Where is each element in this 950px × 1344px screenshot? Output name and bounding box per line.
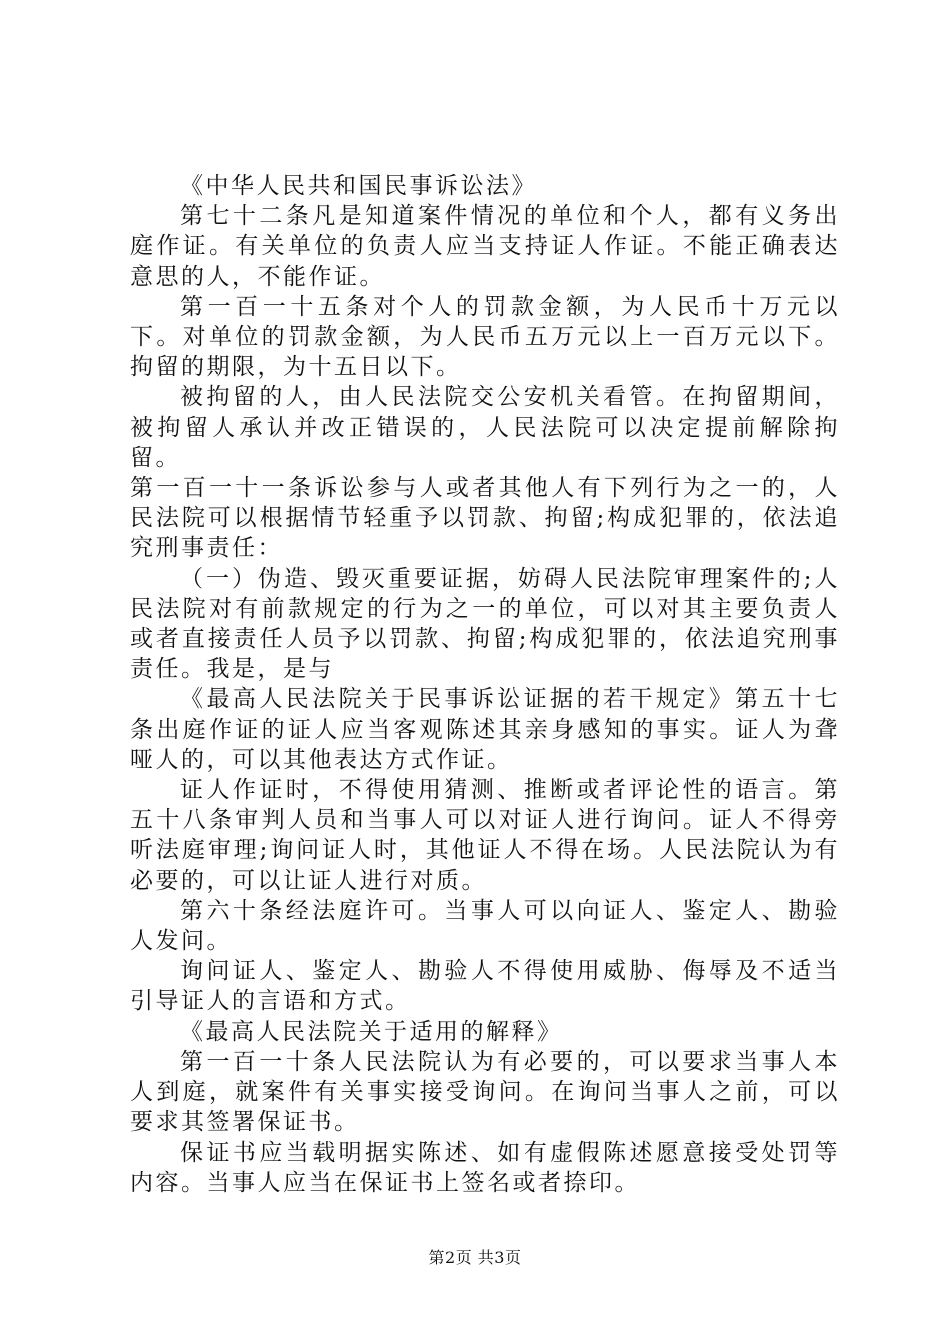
paragraph: 保证书应当载明据实陈述、如有虚假陈述愿意接受处罚等内容。当事人应当在保证书上签名或者捺印。 bbox=[130, 1139, 840, 1196]
paragraph: 被拘留的人，由人民法院交公安机关看管。在拘留期间，被拘留人承认并改正错误的，人民法院可以决定提前解除拘留。 bbox=[130, 384, 840, 471]
paragraph: 《最高人民法院关于民事诉讼证据的若干规定》第五十七条出庭作证的证人应当客观陈述其亲身感知的事实。证人为聋哑人的，可以其他表达方式作证。 bbox=[130, 686, 840, 773]
paragraph: 第一百一十五条对个人的罚款金额，为人民币十万元以下。对单位的罚款金额，为人民币五万元以上一百万元以下。拘留的期限，为十五日以下。 bbox=[130, 293, 840, 381]
document-body bbox=[130, 171, 840, 1198]
paragraph: 第一百一十一条诉讼参与人或者其他人有下列行为之一的，人民法院可以根据情节轻重予以罚款、拘留;构成犯罪的，依法追究刑事责任： bbox=[130, 475, 840, 562]
paragraph: 《中华人民共和国民事诉讼法》 bbox=[180, 173, 537, 199]
paragraph: 《最高人民法院关于适用的解释》 bbox=[180, 1018, 563, 1045]
paragraph: 第七十二条凡是知道案件情况的单位和个人，都有义务出庭作证。有关单位的负责人应当支持证人作证。不能正确表达意思的人，不能作证。 bbox=[130, 203, 840, 290]
page-number-footer: 第2页 共3页 bbox=[428, 1248, 522, 1267]
paragraph: 证人作证时，不得使用猜测、推断或者评论性的语言。第五十八条审判人员和当事人可以对证人进行询问。证人不得旁听法庭审理;询问证人时，其他证人不得在场。人民法院认为有必要的，可以让证人进行对质。 bbox=[130, 777, 840, 894]
paragraph: 第六十条经法庭许可。当事人可以向证人、鉴定人、勘验人发问。 bbox=[130, 897, 840, 955]
paragraph: 第一百一十条人民法院认为有必要的，可以要求当事人本人到庭，就案件有关事实接受询问。在询问当事人之前，可以要求其签署保证书。 bbox=[130, 1048, 840, 1136]
paragraph: （一）伪造、毁灭重要证据，妨碍人民法院审理案件的;人民法院对有前款规定的行为之一的单位，可以对其主要负责人或者直接责任人员予以罚款、拘留;构成犯罪的，依法追究刑事责任。我是，是与 bbox=[130, 565, 840, 683]
paragraph: 询问证人、鉴定人、勘验人不得使用威胁、侮辱及不适当引导证人的言语和方式。 bbox=[130, 958, 840, 1015]
